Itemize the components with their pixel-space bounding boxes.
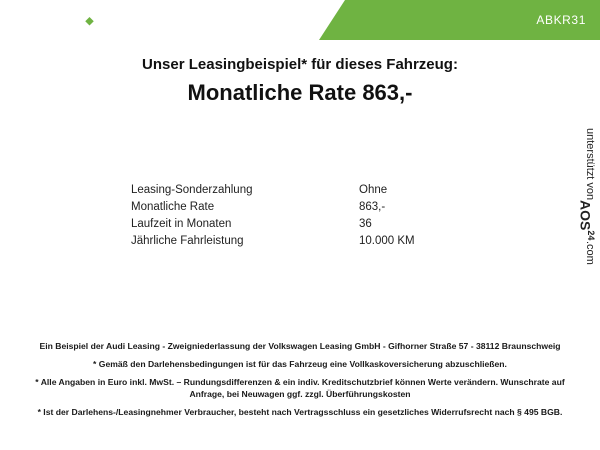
legal-line-3: * Alle Angaben in Euro inkl. MwSt. – Rundungsdifferenzen & ein indiv. Kreditschutzbrief können Werte verändern. Wunschrate auf Anfrage, bei Neuwagen ggf. zzgl. Überführungskosten (35, 377, 565, 399)
table-row (131, 182, 471, 198)
brand-name-right: GRAF (102, 10, 153, 29)
detail-value: 10.000 KM (359, 235, 415, 247)
sponsor-brand-name: AOS (577, 200, 594, 231)
legal-line-4: * Ist der Darlehens-/Leasingnehmer Verbraucher, besteht nach Vertragsschluss ein gesetzliches Widerrufsrecht nach § 495 BGB. (37, 407, 563, 417)
legal-disclaimer (18, 340, 582, 418)
title-block (0, 56, 600, 106)
detail-value: Ohne (359, 184, 388, 196)
detail-label: Monatliche Rate (131, 201, 215, 213)
detail-label: Leasing-Sonderzahlung (131, 184, 253, 196)
table-row (131, 199, 471, 215)
detail-value: 863,- (359, 201, 386, 213)
diamond-icon (80, 11, 98, 29)
table-row (131, 233, 471, 249)
table-row (131, 216, 471, 232)
detail-value: 36 (359, 218, 372, 230)
detail-label: Laufzeit in Monaten (131, 218, 232, 230)
sponsor-brand (577, 200, 596, 240)
sponsor-credit (570, 128, 596, 318)
page-title: Monatliche Rate 863,- (187, 80, 413, 105)
sponsor-suffix: .com (584, 240, 596, 265)
legal-line-2: * Gemäß den Darlehensbedingungen ist für das Fahrzeug eine Vollkaskoversicherung abzuschließen. (93, 359, 507, 369)
legal-line-1: Ein Beispiel der Audi Leasing - Zweigniederlassung der Volkswagen Leasing GmbH - Gifhorner Straße 57 - 38112 Braunschweig (39, 341, 561, 351)
sponsor-brand-sup: 24 (586, 230, 596, 241)
dealer-code: ABKR31 (536, 13, 586, 27)
leasing-details-table (131, 182, 471, 250)
page-subtitle: Unser Leasingbeispiel* für dieses Fahrzeug: (142, 56, 458, 73)
sponsor-prefix: unterstützt von (584, 128, 596, 201)
brand-logo (18, 10, 152, 30)
page-header (0, 0, 600, 40)
detail-label: Jährliche Fahrleistung (131, 235, 244, 247)
brand-name-left: FESER (18, 10, 78, 29)
